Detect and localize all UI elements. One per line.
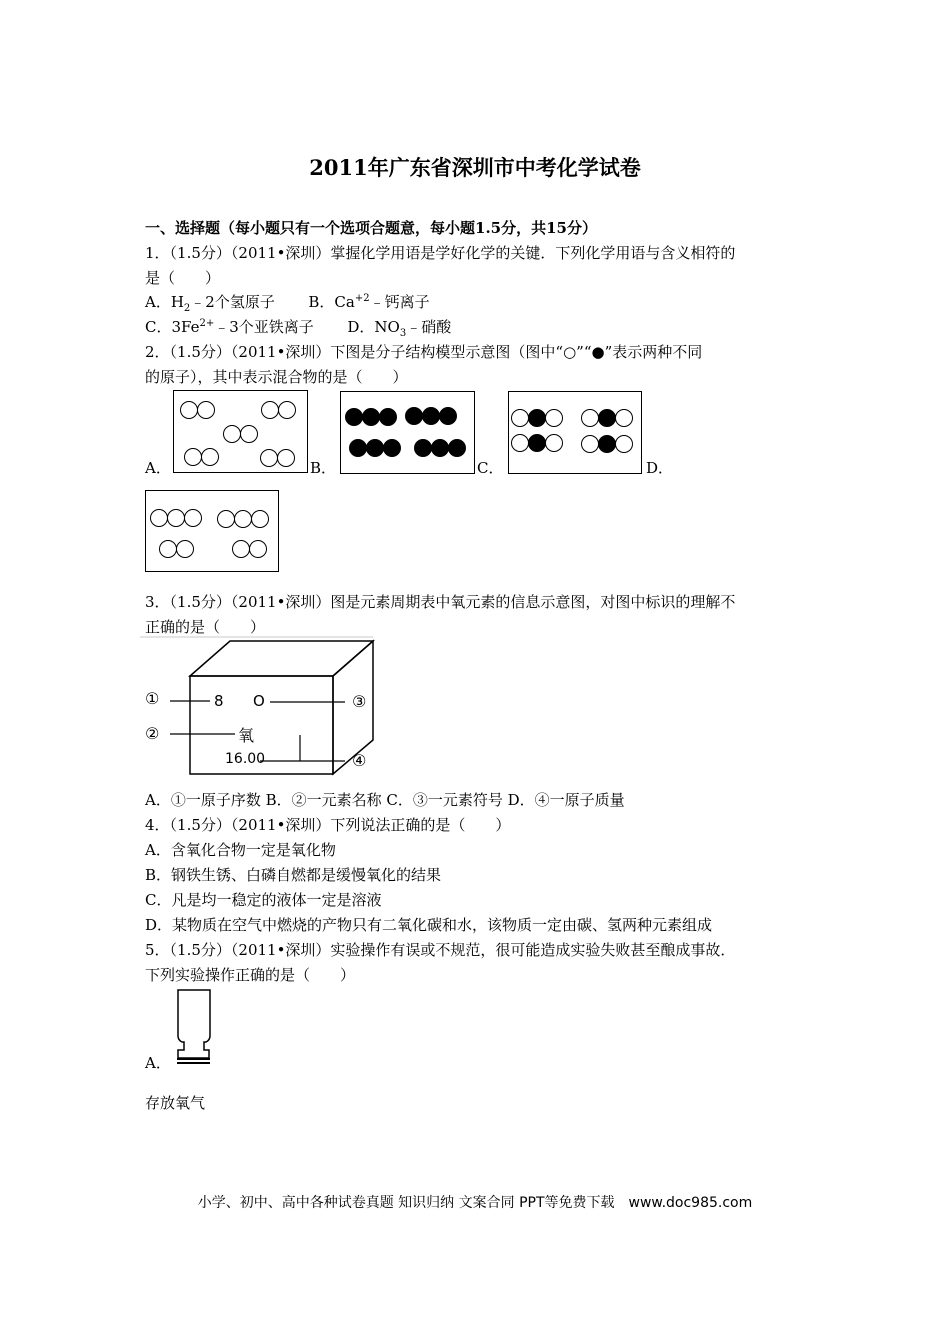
q2-stem-line2: 的原子），其中表示混合物的是（ ）	[145, 368, 408, 386]
q5-stem-line1: 5．（1.5分）（2011•深圳）实验操作有误或不规范，很可能造成实验失败甚至酿成事故．	[145, 941, 736, 959]
q2-label-d: D．	[646, 459, 674, 477]
q2-figure-c	[508, 391, 642, 474]
q1-option-a: A．$H_2﹣2$个氢原子	[145, 293, 275, 314]
q2-label-c: C．	[477, 459, 504, 477]
q1-option-c: C．$3Fe^{2+}﹣3$个亚铁离子	[145, 318, 314, 336]
q1-stem-line2: 是（ ）	[145, 269, 221, 287]
q2-figure-d	[145, 490, 279, 572]
q3-options: A．①一原子序数 B．②一元素名称 C．③一元素符号 D．④一原子质量	[145, 791, 625, 809]
footer-text: 小学、初中、高中各种试卷真题 知识归纳 文案合同 PPT等免费下载 www.doc985.com	[197, 1195, 753, 1211]
section-heading: 一、选择题（每小题只有一个选项合题意，每小题1.5分，共15分）	[145, 219, 597, 237]
page-title: 2011年广东省深圳市中考化学试卷	[309, 155, 641, 180]
marker-1: ①	[145, 689, 160, 708]
q2-figure-b	[340, 391, 475, 474]
q5-stem-line2: 下列实验操作正确的是（ ）	[145, 966, 356, 984]
q1-options-row1	[145, 292, 430, 312]
q3-stem-line1: 3．（1.5分）（2011•深圳）图是元素周期表中氧元素的信息示意图，对图中标识的理解不	[145, 593, 736, 611]
q2-figure-a	[173, 390, 308, 473]
q4-option-c: C．凡是均一稳定的液体一定是溶液	[145, 891, 382, 909]
atomic-mass: 16.00	[225, 751, 266, 767]
q5-label-a: A．	[145, 1054, 171, 1072]
gas-bottle-icon	[172, 988, 220, 1068]
q3-stem-line2: 正确的是（ ）	[145, 618, 266, 636]
element-name: 氧	[238, 726, 255, 745]
q2-label-b: B．	[310, 459, 337, 477]
q2-stem-line1: 2．（1.5分）（2011•深圳）下图是分子结构模型示意图（图中“○”“●”表示两种不同	[145, 343, 703, 361]
marker-4: ④	[352, 751, 367, 770]
q4-stem: 4．（1.5分）（2011•深圳）下列说法正确的是（ ）	[145, 816, 511, 834]
q5-caption: 存放氧气	[145, 1094, 206, 1112]
marker-3: ③	[352, 692, 367, 711]
q1-option-b: B．$Ca^{+2}﹣$钙离子	[308, 293, 430, 311]
q4-option-b: B．钢铁生锈、白磷自燃都是缓慢氧化的结果	[145, 866, 442, 884]
q4-option-a: A．含氧化合物一定是氧化物	[145, 841, 336, 859]
q1-options-row2	[145, 317, 451, 337]
q2-label-a: A．	[145, 459, 171, 477]
marker-2: ②	[145, 724, 160, 743]
q4-option-d: D．某物质在空气中燃烧的产物只有二氧化碳和水，该物质一定由碳、氢两种元素组成	[145, 916, 713, 934]
q1-stem-line1: 1．（1.5分）（2011•深圳）掌握化学用语是学好化学的关键．下列化学用语与含义相符的	[145, 244, 736, 262]
element-symbol: O	[253, 692, 265, 710]
atomic-number: 8	[214, 692, 224, 710]
q1-option-d: D．$NO_3﹣$硝酸	[347, 318, 452, 339]
q3-element-figure	[140, 636, 380, 781]
